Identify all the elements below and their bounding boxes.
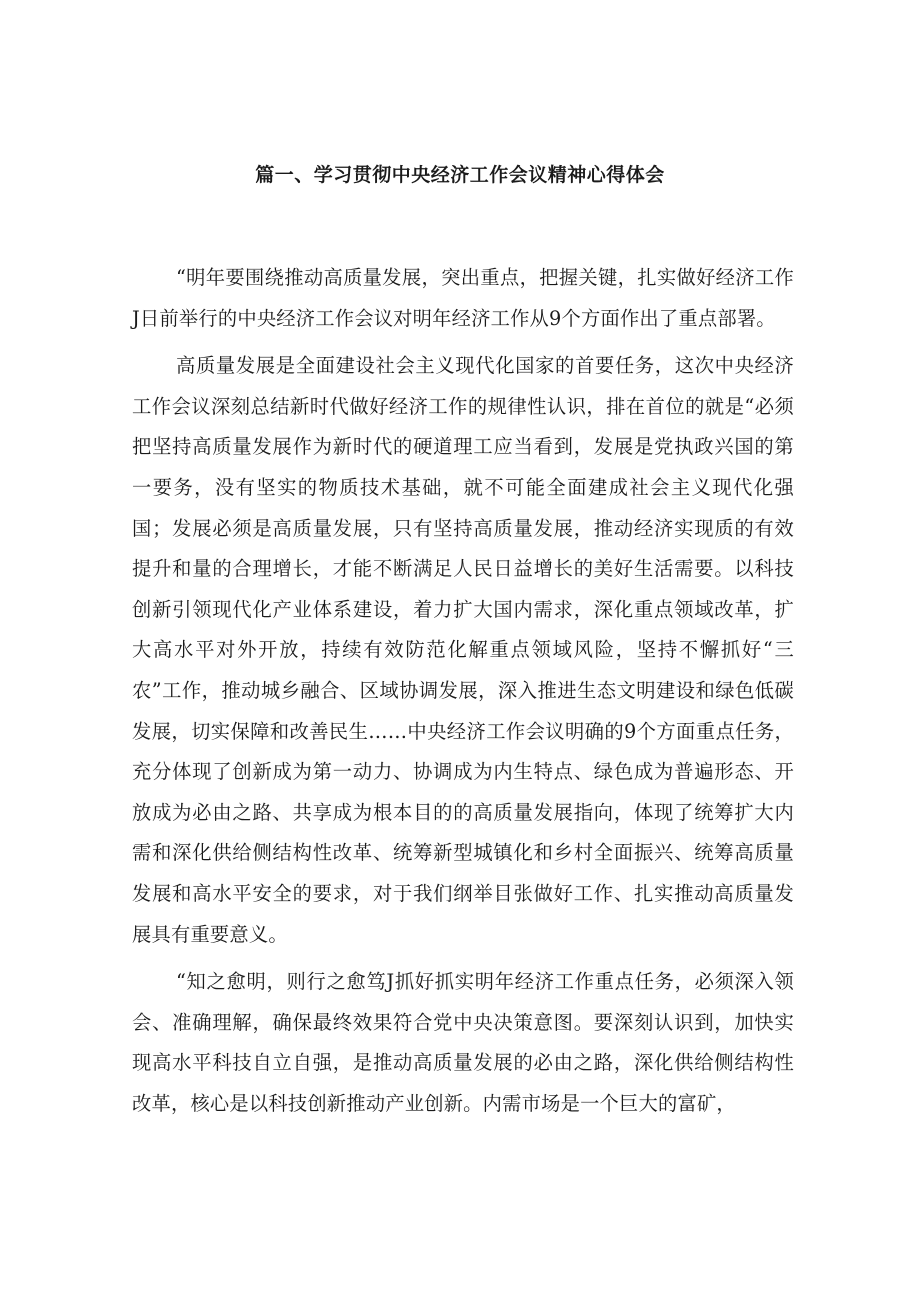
paragraph: 高质量发展是全面建设社会主义现代化国家的首要任务，这次中央经济工作会议深刻总结新时代做好经济工作的规律性认识，排在首位的就是“必须把坚持高质量发展作为新时代的硬道理工应当看到，发展是党执政兴国的第一要务，没有坚实的物质技术基础，就不可能全面建成社会主义现代化强国；发展必须是高质量发展，只有坚持高质量发展，推动经济实现质的有效提升和量的合理增长，才能不断满足人民日益增长的美好生活需要。以科技创新引领现代化产业体系建设，着力扩大国内需求，深化重点领域改革，扩大高水平对外开放，持续有效防范化解重点领域风险，坚持不懈抓好“三农”工作，推动城乡融合、区域协调发展，深入推进生态文明建设和绿色低碳发展，切实保障和改善民生……中央经济工作会议明确的9个方面重点任务，充分体现了创新成为第一动力、协调成为内生特点、绿色成为普遍形态、开放成为必由之路、共享成为根本目的的高质量发展指向，体现了统筹扩大内需和深化供给侧结构性改革、统筹新型城镇化和乡村全面振兴、统筹高质量发展和高水平安全的要求，对于我们纲举目张做好工作、扎实推动高质量发展具有重要意义。 — [132, 354, 794, 946]
paragraph: “明年要围绕推动高质量发展，突出重点，把握关键，扎实做好经济工作J日前举行的中央经济工作会议对明年经济工作从9个方面作出了重点部署。 — [132, 266, 794, 330]
document-title: 篇一、学习贯彻中央经济工作会议精神心得体会 — [255, 164, 665, 186]
document-body — [132, 258, 794, 1131]
paragraph: “知之愈明，则行之愈笃J抓好抓实明年经济工作重点任务，必须深入领会、准确理解，确保最终效果符合党中央决策意图。要深刻认识到，加快实现高水平科技自立自强，是推动高质量发展的必由之路，深化供给侧结构性改革，核心是以科技创新推动产业创新。内需市场是一个巨大的富矿， — [132, 970, 794, 1115]
